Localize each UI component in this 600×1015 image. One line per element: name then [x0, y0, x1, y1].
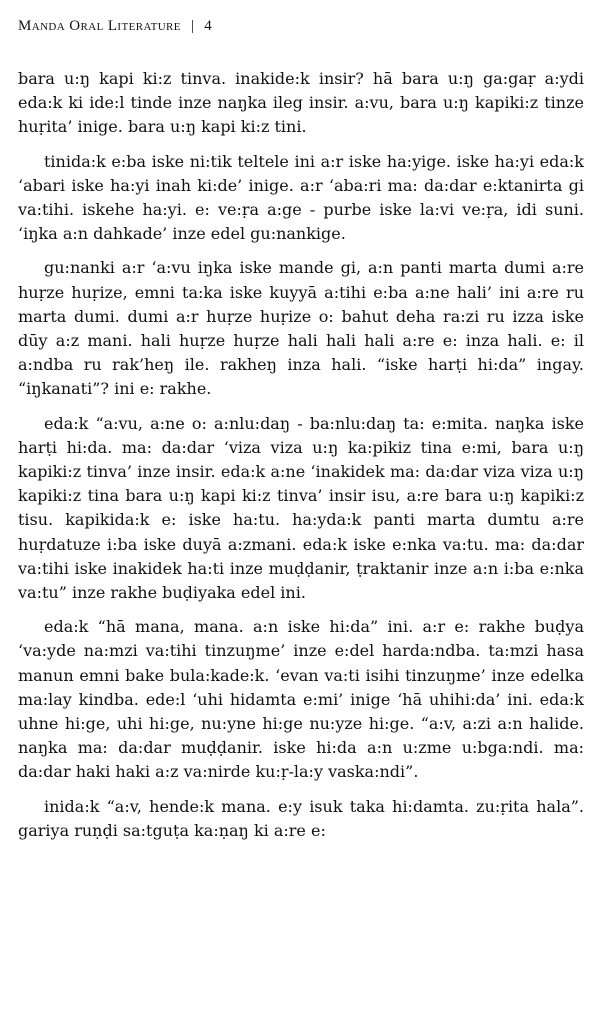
running-title: Manda Oral Literature: [18, 18, 181, 34]
paragraph: inida:k “a:v, hende:k mana. e:y isuk taka hi:damta. zu:ṛita hala”. gariya ruṇḍi sa:tguṭa ka:ṇaŋ ki a:re e:: [18, 796, 584, 840]
paragraph: tinida:k e:ba iske ni:tik teltele ini a:r iske ha:yige. iske ha:yi eda:k ‘abari iske ha:yi inah ki:de’ inige. a:r ‘aba:ri ma: da:dar e:ktanirta gi va:tihi. iskehe ha:yi. e: ve:ṛa a:ge - purbe iske la:vi ve:ṛa, idi suni. ‘iŋka a:n dahkade’ inze edel gu:nankige.: [18, 151, 584, 244]
body-text: [18, 67, 584, 843]
running-head: [18, 18, 584, 35]
header-separator: |: [190, 18, 195, 34]
page-number: 4: [204, 18, 213, 34]
paragraph: gu:nanki a:r ‘a:vu iŋka iske mande gi, a:n panti marta dumi a:re huṛze huṛize, emni ta:ka iske kuyyā a:tihi e:ba a:ne hali’ ini a:re ru marta dumi. dumi a:r huṛze huṛize o: bahut deha ra:zi ru izza iske dūy a:z mani. hali huṛze huṛze hali hali hali a:re e: inza hali. e: il a:ndba ru rak’heŋ ile. rakheŋ inza hali. “iske harṭi hi:da” ingay. “iŋkanati”? ini e: rakhe.: [18, 258, 584, 399]
paragraph: bara u:ŋ kapi ki:z tinva. inakide:k insir? hā bara u:ŋ ga:gaṛ a:ydi eda:k ki ide:l tinde inze naŋka ileg insir. a:vu, bara u:ŋ kapiki:z tinze huṛita’ inige. bara u:ŋ kapi ki:z tini.: [18, 69, 584, 137]
book-page: [18, 18, 584, 853]
paragraph: eda:k “hā mana, mana. a:n iske hi:da” ini. a:r e: rakhe buḍya ‘va:yde na:mzi va:tihi tinzuŋme’ inze e:del harda:ndba. ta:mzi hasa manun emni bake bula:kade:k. ‘evan va:ti isihi tinzuŋme’ inze edelka ma:lay kindba. ede:l ‘uhi hidamta e:mi’ inige ‘hā uhihi:da’ ini. eda:k uhne hi:ge, uhi hi:ge, nu:yne hi:ge nu:yze hi:ge. “a:v, a:zi a:n halide. naŋka ma: da:dar muḍḍanir. iske hi:da a:n u:zme u:bga:ndi. ma: da:dar haki haki a:z va:nirde ku:ṛ-la:y vaska:ndi”.: [18, 617, 584, 782]
paragraph: eda:k “a:vu, a:ne o: a:nlu:daŋ - ba:nlu:daŋ ta: e:mita. naŋka iske harṭi hi:da. ma: da:dar ‘viza viza u:ŋ ka:pikiz tina e:mi, bara u:ŋ kapiki:z tinva’ inze insir. eda:k a:ne ‘inakidek ma: da:dar viza viza u:ŋ kapiki:z tina bara u:ŋ kapi ki:z tinva’ insir isu, a:re bara u:ŋ kapiki:z tisu. kapikida:k e: iske ha:tu. ha:yda:k panti marta dumtu a:re huṛdatuze i:ba iske duyā a:zmani. eda:k iske e:nka va:tu. ma: da:dar va:tihi iske inakidek ha:ti inze muḍḍanir, ṭraktanir inze a:n i:ba e:nka va:tu” inze rakhe buḍiyaka edel ini.: [18, 413, 584, 603]
